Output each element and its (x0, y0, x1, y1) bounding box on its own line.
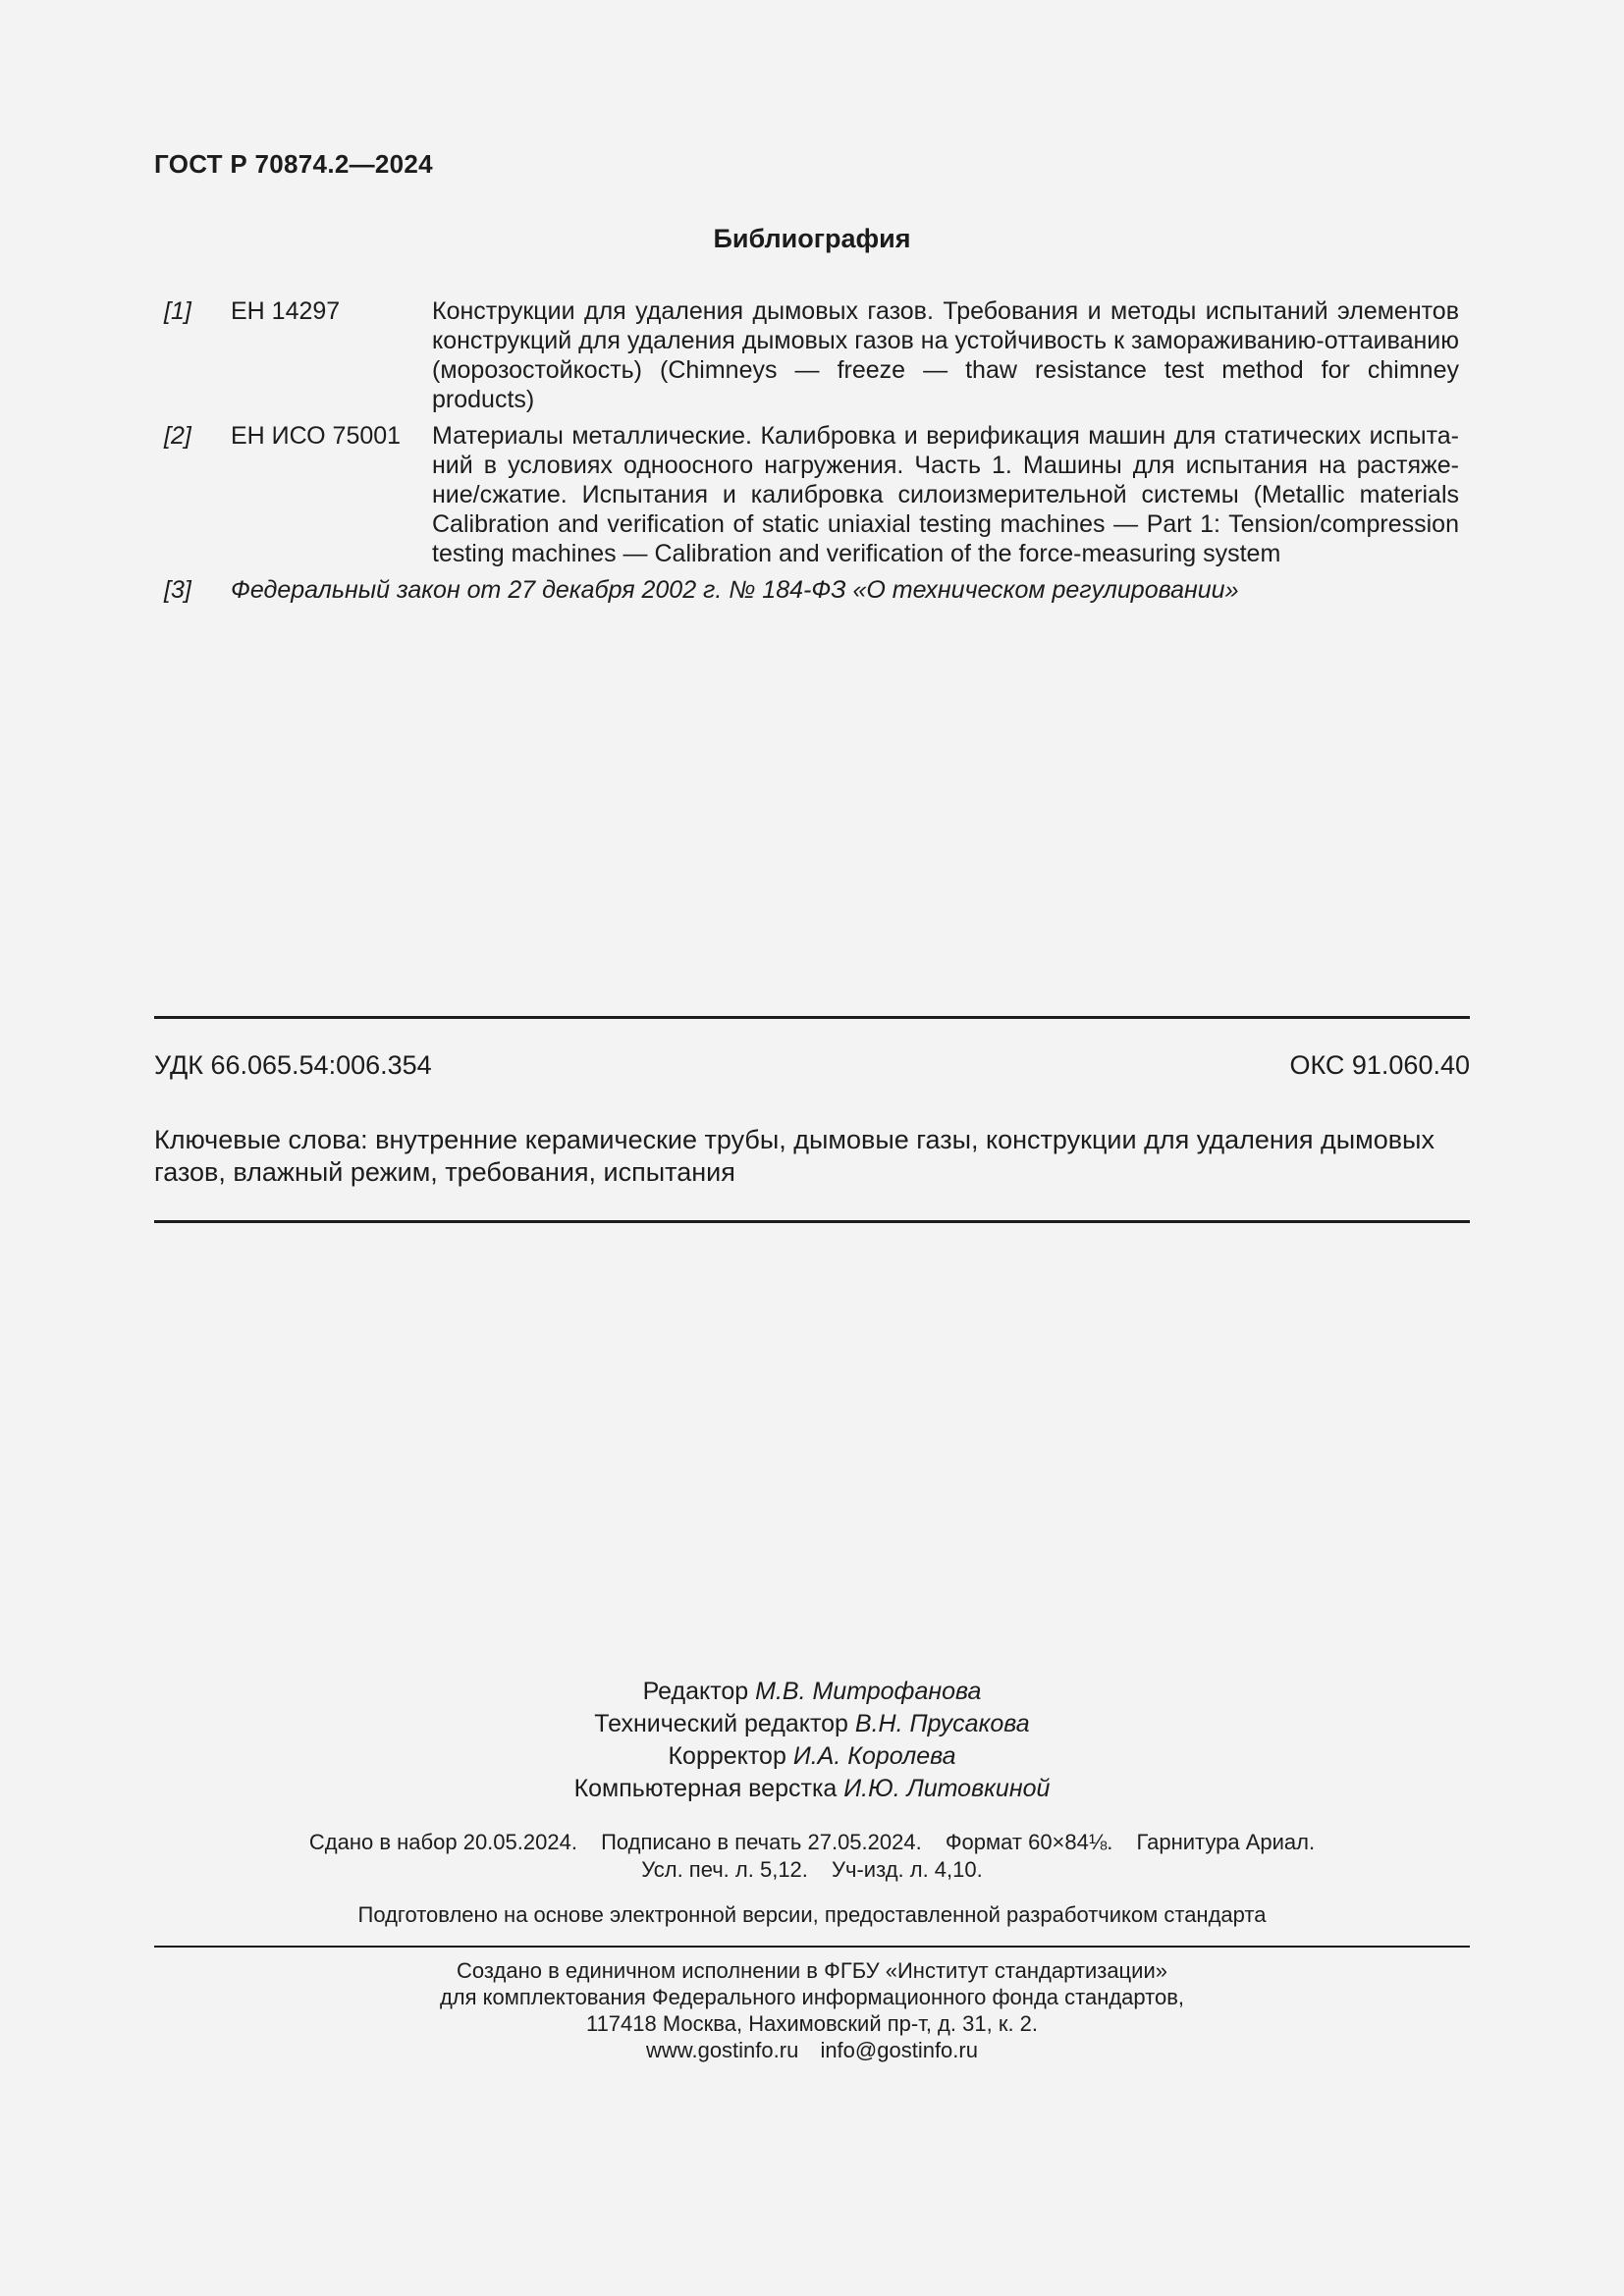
entry-reference: ЕН ИСО 75001 (231, 422, 402, 450)
typeface: Гарнитура Ариал. (1136, 1830, 1316, 1854)
bibliography-list (154, 296, 1459, 612)
credit-role: Корректор (668, 1742, 786, 1770)
print-info (0, 1829, 1624, 1884)
entry-description: Конструкции для удаления дымовых газов. Требования и методы испытаний элементов конструкций для удаления дымовых газов на устойчивость к замораживанию-оттаиванию (морозостойкость) (Chimneys — freeze — thaw resistance test method for chimney products) (432, 297, 1459, 413)
credit-role: Компьютерная верстка (573, 1775, 838, 1802)
credit-line (0, 1740, 1624, 1773)
publisher-line: Создано в единичном исполнении в ФГБУ «Институт стандартизации» (457, 1958, 1167, 1983)
oks-code: ОКС 91.060.40 (1289, 1050, 1470, 1080)
credit-name: М.В. Митрофанова (755, 1678, 982, 1705)
entry-number: [2] (164, 422, 191, 450)
entry-number: [1] (164, 297, 191, 325)
divider (154, 1946, 1470, 1948)
credit-line (0, 1708, 1624, 1740)
divider (154, 1016, 1470, 1019)
print-info-line (0, 1829, 1624, 1856)
publisher-contacts (0, 2037, 1624, 2063)
credit-name: И.Ю. Литовкиной (843, 1775, 1051, 1802)
website-link[interactable]: www.gostinfo.ru (646, 2038, 799, 2062)
publisher-block (0, 1957, 1624, 2063)
keywords: Ключевые слова: внутренние керамические трубы, дымовые газы, конструкции для удаления дымовых газов, влажный режим, требования, испытания (154, 1125, 1435, 1187)
entry-number: [3] (164, 576, 191, 604)
bibliography-entry (154, 575, 1459, 605)
udk-code: УДК 66.065.54:006.354 (154, 1050, 432, 1080)
credit-line (0, 1676, 1624, 1708)
email-link[interactable]: info@gostinfo.ru (820, 2038, 978, 2062)
document-code: ГОСТ Р 70874.2—2024 (154, 149, 433, 179)
bibliography-title: Библиография (713, 224, 911, 253)
publisher-address: 117418 Москва, Нахимовский пр-т, д. 31, к. 2. (585, 2011, 1039, 2036)
credit-name: И.А. Королева (792, 1742, 956, 1770)
bibliography-entry (154, 421, 1459, 568)
paper-format: Формат 60×84⅛. (945, 1830, 1113, 1854)
entry-law-title: Федеральный закон от 27 декабря 2002 г. № 184-ФЗ «О техническом регулировании» (231, 576, 1239, 604)
divider (154, 1220, 1470, 1223)
credit-role: Редактор (642, 1678, 749, 1705)
prepared-note: Подготовлено на основе электронной версии, предоставленной разработчиком стандарта (357, 1902, 1267, 1927)
credit-line (0, 1773, 1624, 1805)
entry-description: Материалы металлические. Калибровка и верификация машин для статических испыта-ний в условиях одноосного нагружения. Часть 1. Машины для испытания на растяже-ние/сжатие. Испытания и калибровка силоизмерительной системы (Metallic materials Calibration and verification of static uniaxial testing machines — Part 1: Tension/compression testing machines — Calibration and verification of the force-measuring system (432, 422, 1459, 567)
credit-role: Технический редактор (594, 1710, 848, 1737)
bibliography-entry (154, 296, 1459, 414)
print-info-line (0, 1856, 1624, 1884)
publisher-line: для комплектования Федерального информационного фонда стандартов, (439, 1985, 1185, 2009)
signed-date: Подписано в печать 27.05.2024. (601, 1830, 922, 1854)
submitted-date: Сдано в набор 20.05.2024. (308, 1830, 577, 1854)
credits-block (0, 1676, 1624, 1805)
print-sheets: Усл. печ. л. 5,12. (641, 1857, 808, 1882)
credit-name: В.Н. Прусакова (854, 1710, 1030, 1737)
publishing-sheets: Уч-изд. л. 4,10. (832, 1857, 983, 1882)
entry-reference: ЕН 14297 (231, 297, 341, 325)
